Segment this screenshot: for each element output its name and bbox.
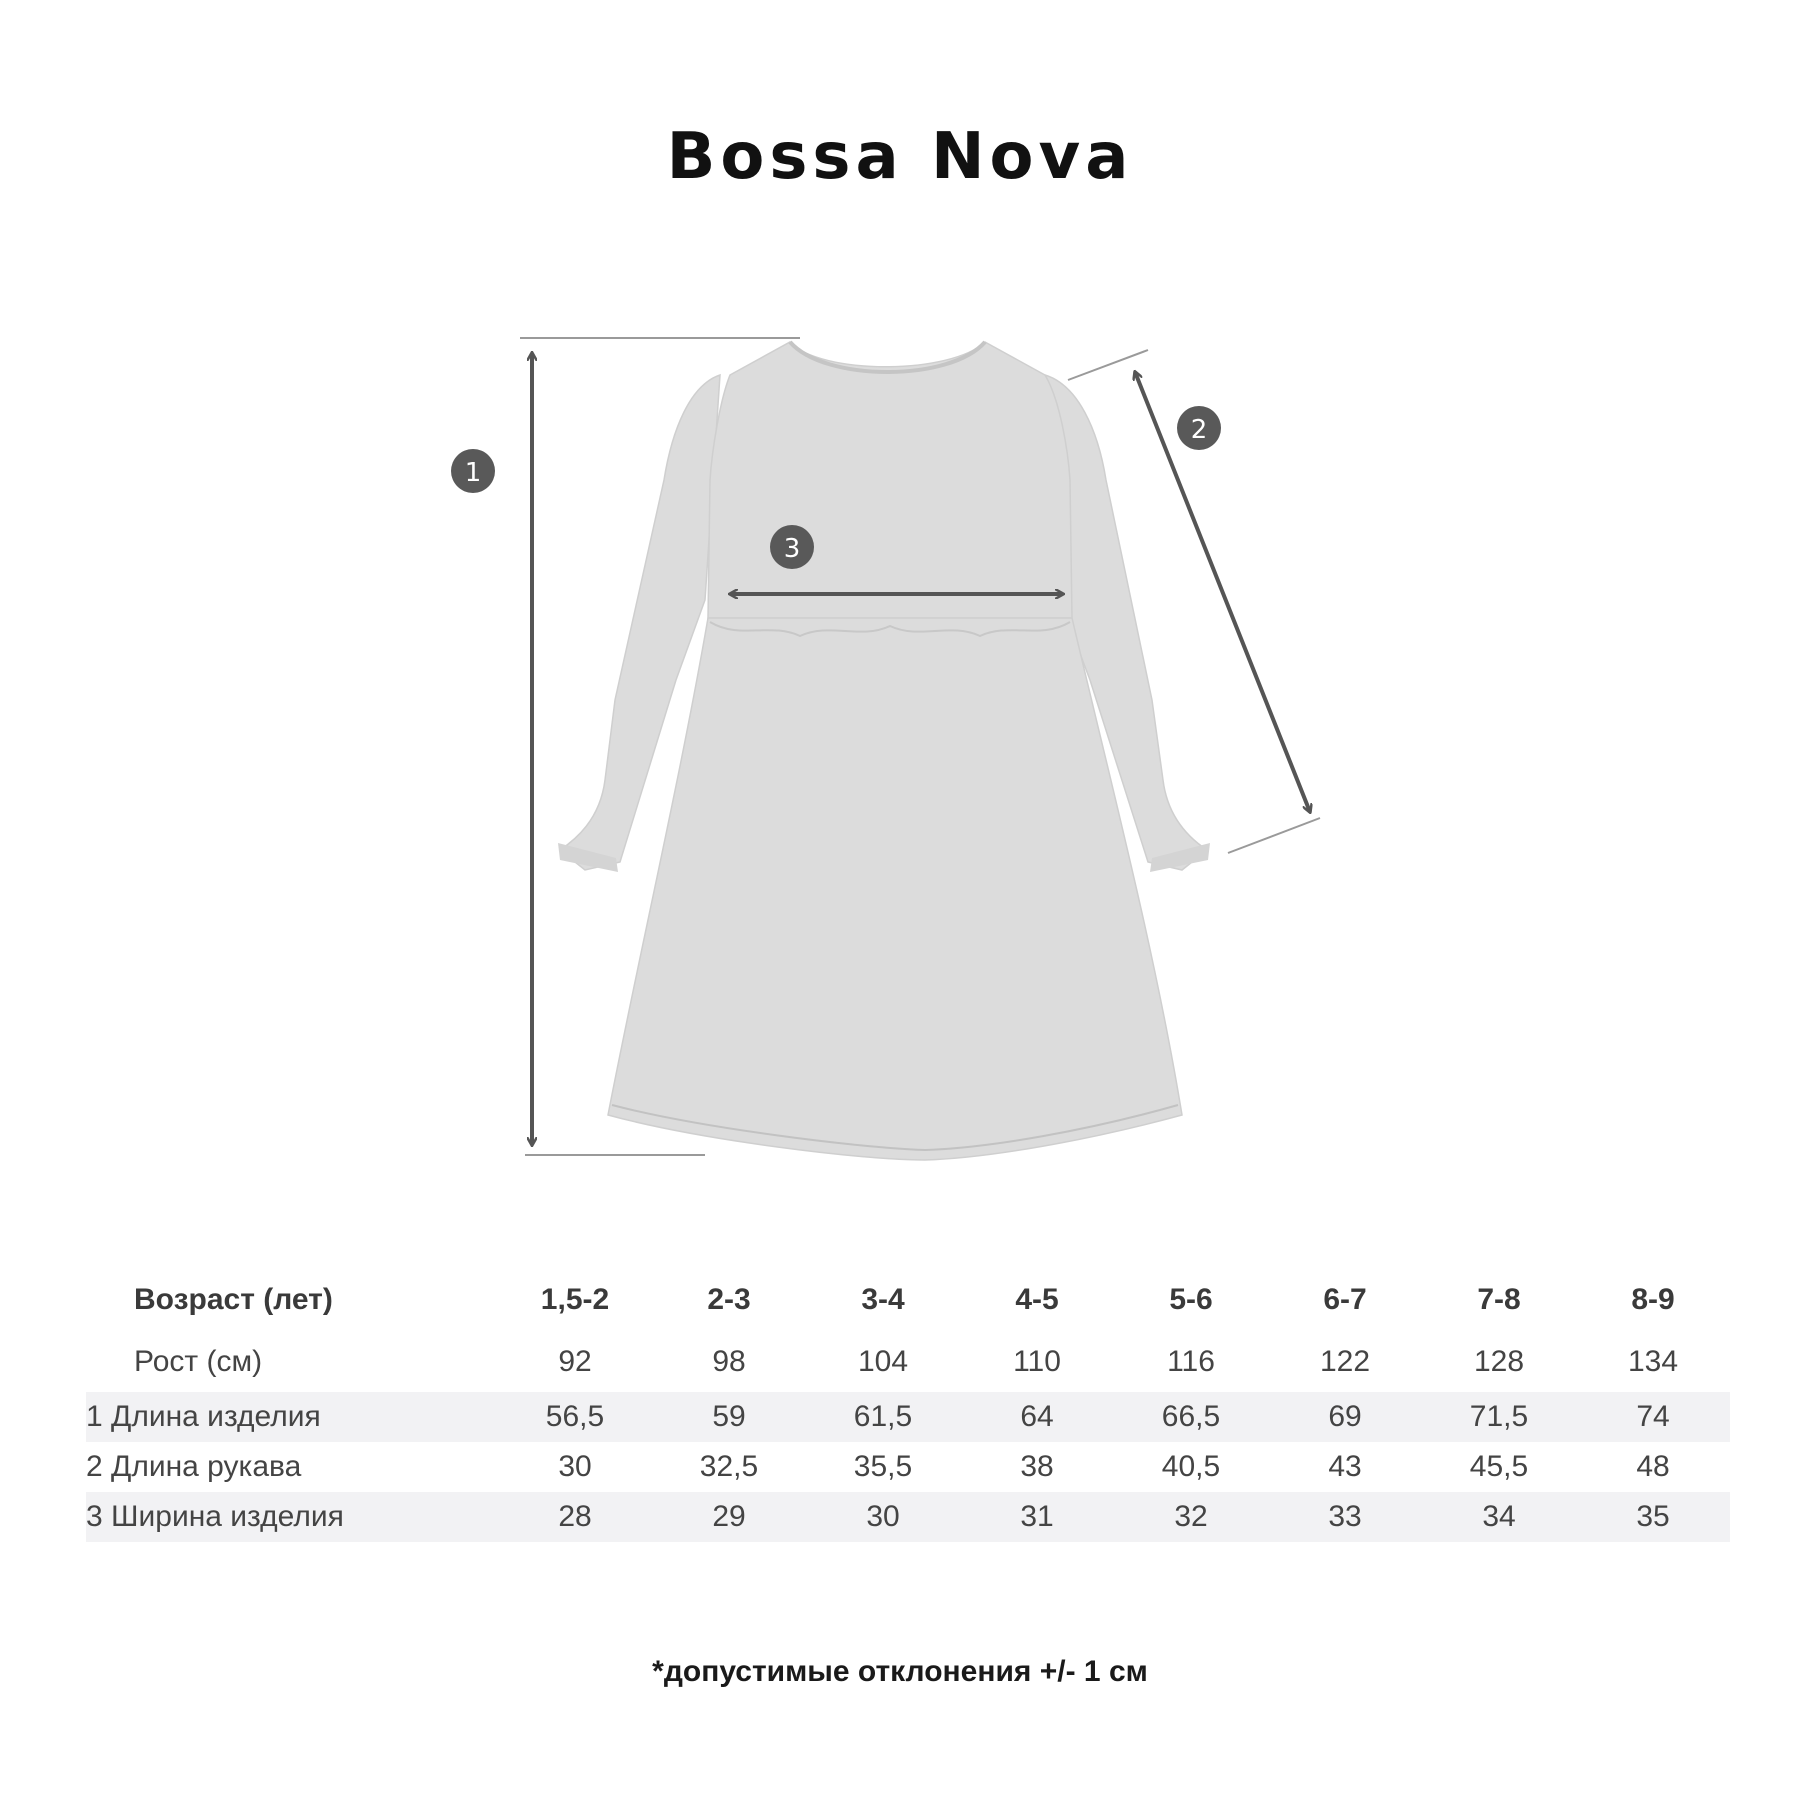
age-cell: 7-8 <box>1477 1283 1521 1316</box>
measurement-label: 3 Ширина изделия <box>86 1500 344 1533</box>
value-cell: 31 <box>1020 1500 1054 1533</box>
height-cell: 92 <box>558 1345 592 1378</box>
value-cell: 38 <box>1020 1450 1054 1483</box>
height-cell: 134 <box>1627 1345 1679 1378</box>
value-cell: 61,5 <box>853 1400 913 1433</box>
value-cell: 33 <box>1328 1500 1362 1533</box>
badge-2-label: 2 <box>1190 415 1208 445</box>
badge-3-label: 3 <box>783 534 801 564</box>
height-cell: 110 <box>1013 1345 1061 1378</box>
sleeve-row <box>86 1442 1730 1492</box>
value-cell: 28 <box>558 1500 592 1533</box>
dress-illustration <box>558 342 1210 1160</box>
height-cell: 116 <box>1167 1345 1215 1378</box>
age-cell: 4-5 <box>1015 1283 1059 1316</box>
length-row <box>86 1392 1730 1442</box>
sleeve-arrow <box>1135 372 1310 812</box>
badge-1-label: 1 <box>464 458 482 488</box>
value-cell: 32,5 <box>699 1450 759 1483</box>
value-cell: 64 <box>1020 1400 1054 1433</box>
height-row <box>86 1332 1730 1392</box>
value-cell: 43 <box>1328 1450 1362 1483</box>
width-row <box>86 1492 1730 1542</box>
value-cell: 59 <box>712 1400 746 1433</box>
bodice <box>708 342 1072 618</box>
age-cell: 2-3 <box>707 1283 751 1316</box>
value-cell: 56,5 <box>545 1400 605 1433</box>
age-label: Возраст (лет) <box>134 1283 333 1316</box>
height-cell: 128 <box>1473 1345 1525 1378</box>
value-cell: 29 <box>712 1500 746 1533</box>
value-cell: 48 <box>1636 1450 1670 1483</box>
age-cell: 8-9 <box>1631 1283 1675 1316</box>
sleeve-guide-bottom <box>1228 818 1320 853</box>
size-table <box>86 1268 1730 1542</box>
age-cell: 6-7 <box>1323 1283 1367 1316</box>
value-cell: 34 <box>1482 1500 1516 1533</box>
age-cell: 5-6 <box>1169 1283 1213 1316</box>
value-cell: 45,5 <box>1469 1450 1529 1483</box>
value-cell: 66,5 <box>1161 1400 1221 1433</box>
age-cell: 3-4 <box>861 1283 905 1316</box>
height-cell: 98 <box>712 1345 746 1378</box>
value-cell: 40,5 <box>1161 1450 1221 1483</box>
age-row <box>86 1268 1730 1332</box>
value-cell: 35 <box>1636 1500 1670 1533</box>
brand-title: Bossa Nova <box>666 120 1134 194</box>
value-cell: 74 <box>1636 1400 1670 1433</box>
measurement-label: 2 Длина рукава <box>86 1450 302 1483</box>
height-cell: 122 <box>1319 1345 1371 1378</box>
age-cell: 1,5-2 <box>540 1283 610 1316</box>
value-cell: 35,5 <box>853 1450 913 1483</box>
value-cell: 32 <box>1174 1500 1208 1533</box>
tolerance-footnote: *допустимые отклонения +/- 1 см <box>652 1655 1148 1688</box>
height-label: Рост (см) <box>134 1345 263 1378</box>
value-cell: 30 <box>558 1450 592 1483</box>
height-cell: 104 <box>857 1345 909 1378</box>
value-cell: 71,5 <box>1469 1400 1529 1433</box>
value-cell: 69 <box>1328 1400 1362 1433</box>
value-cell: 30 <box>866 1500 900 1533</box>
measurement-label: 1 Длина изделия <box>86 1400 321 1433</box>
